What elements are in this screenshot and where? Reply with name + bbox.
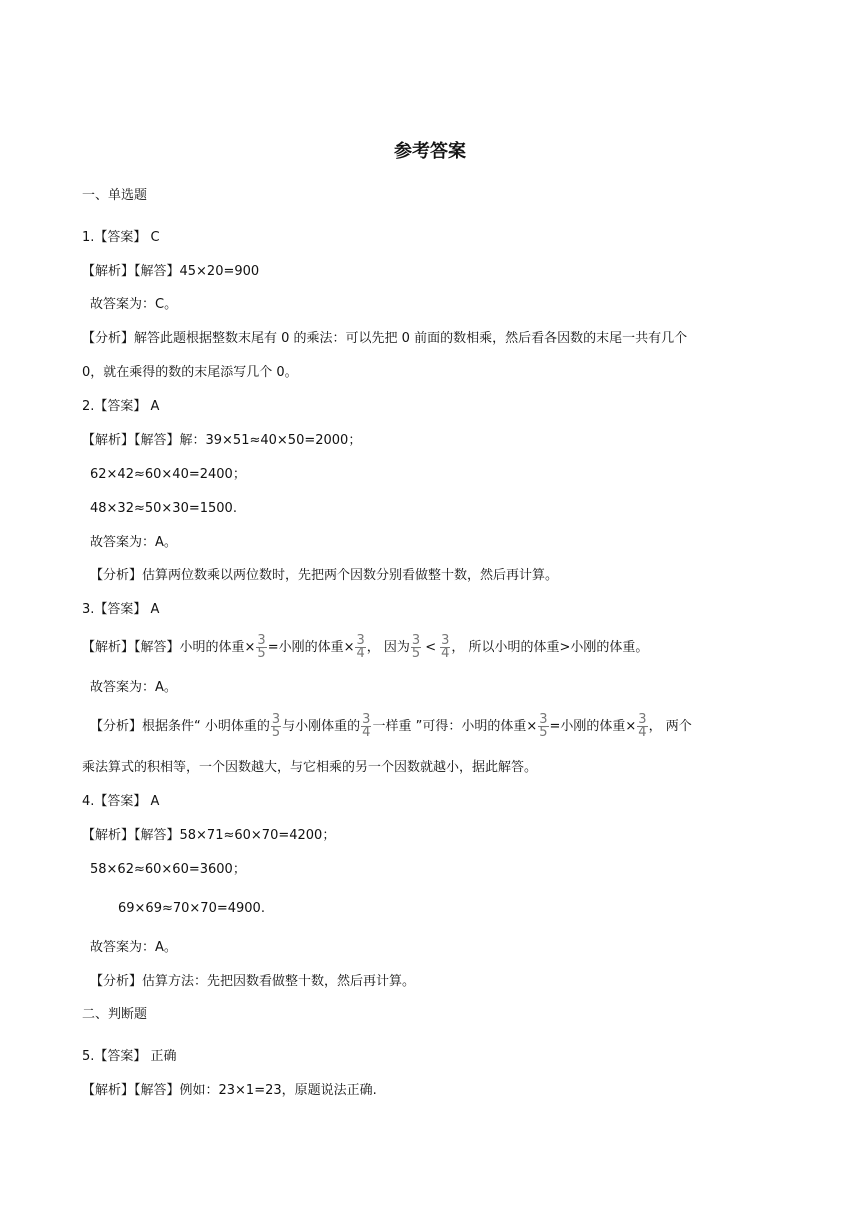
q4-note: 【分析】估算方法：先把因数看做整十数，然后再计算。 bbox=[90, 974, 416, 989]
fraction-denominator: 4 bbox=[441, 646, 450, 661]
fraction-denominator: 5 bbox=[539, 725, 548, 740]
q1-answer: 1.【答案】 C bbox=[82, 230, 160, 245]
q3-note-text5: ， 两个 bbox=[648, 719, 692, 734]
fraction-three-fifths bbox=[271, 714, 281, 739]
q2-note: 【分析】估算两位数乘以两位数时，先把两个因数分别看做整十数，然后再计算。 bbox=[90, 568, 559, 583]
q2-conclusion: 故答案为：A。 bbox=[90, 535, 177, 550]
q5-analysis: 【解析】【解答】例如：23×1=23，原题说法正确. bbox=[82, 1083, 377, 1098]
q2-calc-line3: 48×32≈50×30=1500. bbox=[90, 501, 237, 516]
fraction-denominator: 4 bbox=[356, 646, 365, 661]
q1-analysis: 【解析】【解答】45×20=900 bbox=[82, 264, 260, 279]
fraction-denominator: 5 bbox=[257, 646, 266, 661]
q4-calc-line2: 58×62≈60×60=3600； bbox=[90, 862, 246, 877]
fraction-numerator: 3 bbox=[411, 633, 421, 648]
fraction-denominator: 4 bbox=[362, 725, 371, 740]
q4-answer: 4.【答案】 A bbox=[82, 794, 160, 809]
q1-note-line1: 【分析】解答此题根据整数末尾有 0 的乘法：可以先把 0 前面的数相乘，然后看各因数的末尾一共有几个 bbox=[82, 331, 688, 346]
q3-note-text4: =小刚的体重× bbox=[549, 719, 637, 734]
q4-conclusion: 故答案为：A。 bbox=[90, 940, 177, 955]
fraction-numerator: 3 bbox=[356, 633, 365, 648]
fraction-three-fifths bbox=[256, 635, 266, 660]
q4-analysis: 【解析】【解答】58×71≈60×70=4200； bbox=[82, 828, 336, 843]
fraction-three-quarters bbox=[440, 635, 450, 660]
q2-answer: 2.【答案】 A bbox=[82, 399, 160, 414]
fraction-denominator: 5 bbox=[271, 725, 281, 740]
fraction-three-quarters bbox=[637, 714, 647, 739]
q3-analysis-text2: =小刚的体重× bbox=[267, 640, 355, 655]
q3-note-text2: 与小刚体重的 bbox=[282, 719, 361, 734]
q1-note-line2: 0，就在乘得的数的末尾添写几个 0。 bbox=[82, 365, 298, 380]
q3-analysis-text1: 【解析】【解答】小明的体重× bbox=[82, 640, 256, 655]
fraction-three-quarters bbox=[355, 635, 365, 660]
q1-conclusion: 故答案为：C。 bbox=[90, 297, 178, 312]
q2-analysis: 【解析】【解答】解：39×51≈40×50=2000； bbox=[82, 433, 362, 448]
fraction-numerator: 3 bbox=[271, 712, 281, 727]
fraction-numerator: 3 bbox=[441, 633, 450, 648]
fraction-three-fifths bbox=[538, 714, 548, 739]
q3-conclusion: 故答案为：A。 bbox=[90, 680, 177, 695]
fraction-denominator: 4 bbox=[638, 725, 647, 740]
fraction-numerator: 3 bbox=[257, 633, 266, 648]
fraction-three-fifths bbox=[411, 635, 421, 660]
fraction-denominator: 5 bbox=[411, 646, 421, 661]
q4-calc-line3: 69×69≈70×70=4900. bbox=[118, 901, 265, 916]
q3-analysis bbox=[82, 633, 648, 663]
less-than-sign: < bbox=[425, 640, 437, 655]
fraction-three-quarters bbox=[361, 714, 371, 739]
section-heading-true-false: 二、判断题 bbox=[82, 1007, 148, 1022]
fraction-numerator: 3 bbox=[362, 712, 371, 727]
q5-answer: 5.【答案】 正确 bbox=[82, 1049, 177, 1064]
q3-answer: 3.【答案】 A bbox=[82, 602, 160, 617]
page-title: 参考答案 bbox=[394, 141, 466, 162]
q2-calc-line2: 62×42≈60×40=2400； bbox=[90, 467, 246, 482]
fraction-numerator: 3 bbox=[539, 712, 548, 727]
q3-analysis-text3: ， 因为 bbox=[366, 640, 410, 655]
fraction-numerator: 3 bbox=[638, 712, 647, 727]
section-heading-single-choice: 一、单选题 bbox=[82, 188, 148, 203]
q3-analysis-text5: ， 所以小明的体重>小刚的体重。 bbox=[451, 640, 649, 655]
q3-note-text1: 【分析】根据条件“ 小明体重的 bbox=[90, 719, 270, 734]
q3-note-text3: 一样重 ”可得：小明的体重× bbox=[372, 719, 538, 734]
q3-note-line1 bbox=[90, 712, 692, 742]
q3-note-line2: 乘法算式的积相等，一个因数越大，与它相乘的另一个因数就越小，据此解答。 bbox=[82, 760, 538, 775]
